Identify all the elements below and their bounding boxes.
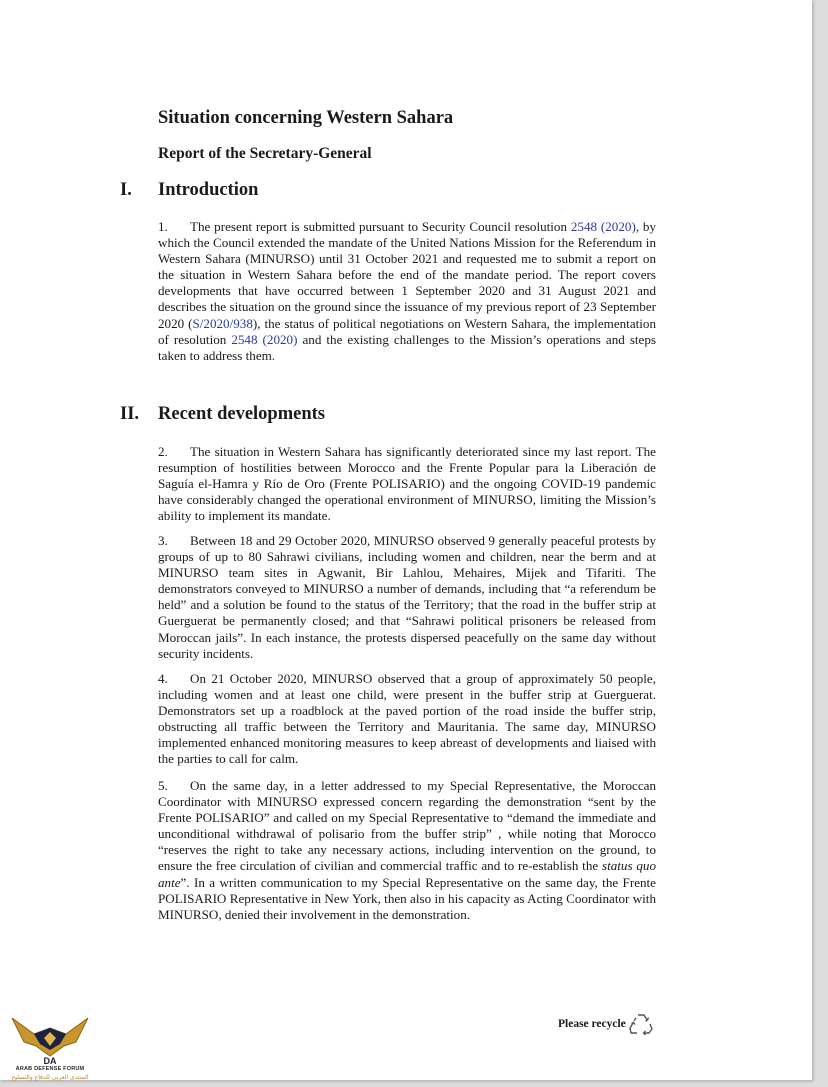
paragraph-5: 5. On the same day, in a letter addressed to my Special Representative, the Moroccan Coordinator with MINURSO expressed concern regarding the demonstration “sent by the Frente POLISARIO” and called on my Special Representative to “demand the immediate and unconditional withdrawal of polisario from the buffer strip” , while noting that Morocco “reserves the right to take any necessary actions, including intervention on the ground, to ensure the free circulation of civilian and commercial traffic and to re-establish the status quo ante”. In a written communication to my Special Representative on the same day, the Frente POLISARIO Representative in New York, then also in his capacity as Acting Coordinator with MINURSO, denied their involvement in the demonstration. — [158, 778, 656, 922]
section-title: Introduction — [158, 180, 259, 200]
paragraph-number: 1. — [158, 219, 168, 234]
recycle-icon — [628, 1012, 654, 1036]
section-heading-recent-developments — [120, 404, 325, 425]
paragraph-4: 4. On 21 October 2020, MINURSO observed that a group of approximately 50 people, including women and at least one child, were present in the buffer strip at Guerguerat. Demonstrators set up a roadblock at the paved portion of the road inside the buffer strip, obstructing all traffic between the Territory and Mauritania. The same day, MINURSO implemented enhanced monitoring measures to keep abreast of developments and liaised with the parties to call for calm. — [158, 671, 656, 767]
resolution-link[interactable]: 2548 (2020) — [570, 219, 636, 234]
section-heading-introduction — [120, 180, 258, 201]
logo-letters: DA — [43, 1056, 57, 1066]
document-subtitle: Report of the Secretary-General — [158, 145, 372, 162]
paragraph-3: 3. Between 18 and 29 October 2020, MINURSO observed 9 generally peaceful protests by groups of up to 80 Sahrawi civilians, including women and children, near the berm and at MINURSO team sites in Agwanit, Bir Lahlou, Mehaires, Mijek and Tifariti. The demonstrators conveyed to MINURSO a number of demands, including that “a referendum be held” and a solution be found to the status of the Territory; that the road in the buffer strip at Guerguerat be permanently closed; and that “Sahrawi political prisoners be released from Moroccan jails”. In each instance, the protests dispersed peacefully on the same day without security incidents. — [158, 533, 656, 661]
paragraph-number: 3. — [158, 533, 168, 548]
section-number: I. — [120, 180, 132, 200]
forum-name: ARAB DEFENSE FORUM — [15, 1066, 85, 1072]
paragraph-number: 5. — [158, 778, 168, 793]
emphasis-text: status quo ante — [158, 858, 656, 890]
recycle-label: Please recycle — [558, 1018, 626, 1030]
forum-watermark — [4, 1012, 96, 1082]
paragraph-number: 2. — [158, 444, 168, 459]
paragraph-1: 1. The present report is submitted pursuant to Security Council resolution 2548 (2020), by which the Council extended the mandate of the United Nations Mission for the Referendum in Western Sahara (MINURSO) until 31 October 2021 and requested me to submit a report on the situation in Western Sahara before the end of the mandate period. The report covers developments that have occurred between 1 September 2020 and 31 August 2021 and describes the situation on the ground since the issuance of my previous report of 23 September 2020 (S/2020/938), the status of political negotiations on Western Sahara, the implementation of resolution 2548 (2020) and the existing challenges to the Mission’s operations and steps taken to address them. — [158, 219, 657, 363]
forum-logo-icon — [4, 1012, 96, 1066]
report-link[interactable]: S/2020/938 — [192, 315, 253, 331]
resolution-link[interactable]: 2548 (2020) — [231, 331, 298, 347]
document-title: Situation concerning Western Sahara — [158, 108, 454, 128]
forum-name-arabic: المنتدى العربي للدفاع والتسليح — [11, 1074, 89, 1081]
paragraph-number: 4. — [158, 671, 168, 686]
section-title: Recent developments — [158, 404, 325, 424]
recycle-notice — [558, 1012, 654, 1036]
paragraph-2: 2. The situation in Western Sahara has significantly deteriorated since my last report. The resumption of hostilities between Morocco and the Frente Popular para la Liberación de Saguía el-Hamra y Río de Oro (Frente POLISARIO) and the ongoing COVID-19 pandemic have considerably changed the operational environment of MINURSO, limiting the Mission’s ability to implement its mandate. — [158, 444, 656, 524]
section-number: II. — [120, 404, 140, 424]
